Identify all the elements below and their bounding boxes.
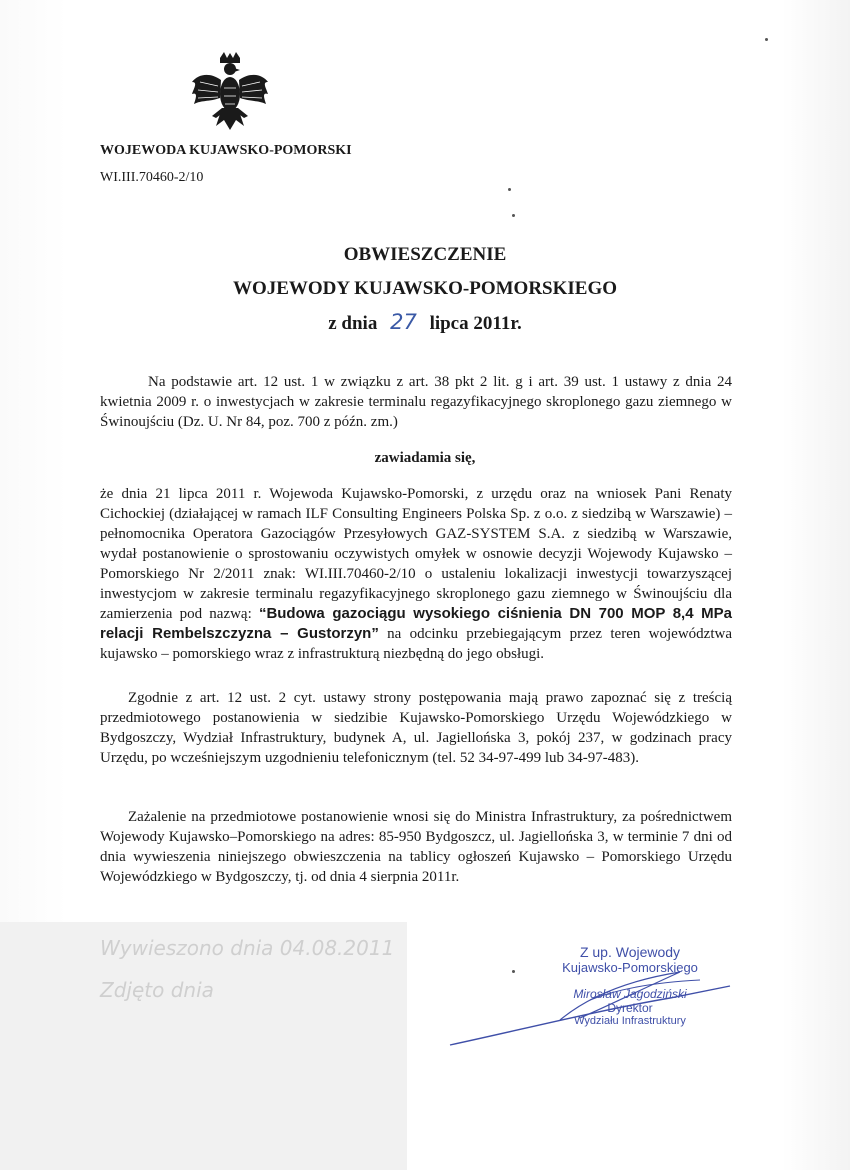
decision-text-end: na odcinku przebiegającym przez teren województwa kujawsko – pomorskiego wraz z infrastrukturą niezbędną do jego obsługi. bbox=[100, 626, 732, 662]
faded-posting-stamp bbox=[100, 936, 394, 1020]
notice-heading: zawiadamia się, bbox=[374, 450, 476, 466]
date-suffix: lipca 2011r. bbox=[429, 313, 522, 334]
project-name: “Budowa gazociągu wysokiego ciśnienia DN 700 MOP 8,4 MPa relacji Rembelszczyzna – Gustorzyn” bbox=[100, 605, 732, 642]
reference-number: WI.III.70460-2/10 bbox=[100, 170, 204, 185]
document-subtitle: WOJEWODY KUJAWSKO-POMORSKIEGO bbox=[232, 278, 618, 299]
decision-text: że dnia 21 lipca 2011 r. Wojewoda Kujawsko-Pomorski, z urzędu oraz na wniosek Pani Renaty Cichockiej (działającej w ramach ILF Consulting Engineers Polska Sp. z o.o. z siedzibą w Warszawie) – pełnomocnika Operatora Gazociągów Przesyłowych GAZ-SYSTEM S.A. z siedzibą w Warszawie, wydał postanowienie o sprostowaniu oczywistych omyłek w osnowie decyzji Wojewody Kujawsko – Pomorskiego Nr 2/2011 znak: WI.III.70460-2/10 o ustaleniu lokalizacji inwestycji towarzyszącej inwestycjom w zakresie terminalu regazyfikacyjnego skroplonego gazu ziemnego w Świnoujściu dla zamierzenia pod nazwą: bbox=[100, 486, 732, 622]
paper-speck bbox=[512, 970, 515, 973]
document-date bbox=[0, 310, 850, 335]
eagle-emblem-icon bbox=[190, 52, 270, 142]
paper-speck bbox=[512, 214, 515, 217]
issuing-authority: WOJEWODA KUJAWSKO-POMORSKI bbox=[100, 143, 352, 158]
stamp-line-authorization: Z up. Wojewody bbox=[579, 944, 681, 960]
date-prefix: z dnia bbox=[328, 313, 378, 334]
official-stamp bbox=[545, 944, 715, 1027]
removed-date-line: Zdjęto dnia bbox=[100, 978, 214, 1002]
decision-paragraph bbox=[100, 484, 732, 664]
stamp-line-office: Kujawsko-Pomorskiego bbox=[562, 960, 698, 975]
paper-speck bbox=[765, 38, 768, 41]
signatory-name: Mirosław Jagodziński bbox=[573, 987, 687, 1001]
signatory-department: Wydziału Infrastruktury bbox=[574, 1015, 686, 1027]
legal-basis-paragraph: Na podstawie art. 12 ust. 1 w związku z art. 38 pkt 2 lit. g i art. 39 ust. 1 ustawy z dnia 24 kwietnia 2009 r. o inwestycjach w zakresie terminalu regazyfikacyjnego skroplonego gazu ziemnego w Świnoujściu (Dz. U. Nr 84, poz. 700 z późn. zm.) bbox=[100, 374, 732, 430]
posted-date-line: Wywieszono dnia 04.08.2011 bbox=[100, 936, 395, 960]
date-day-handwritten: 27 bbox=[390, 310, 417, 334]
appeal-paragraph: Zażalenie na przedmiotowe postanowienie wnosi się do Ministra Infrastruktury, za pośrednictwem Wojewody Kujawsko–Pomorskiego na adres: 85-950 Bydgoszcz, ul. Jagiellońska 3, w terminie 7 dni od dnia wywieszenia niniejszego obwieszczenia na tablicy ogłoszeń Kujawsko – Pomorskiego Urzędu Wojewódzkiego w Bydgoszczy, tj. od dnia 4 sierpnia 2011r. bbox=[100, 809, 732, 885]
paper-speck bbox=[508, 188, 511, 191]
document-title: OBWIESZCZENIE bbox=[343, 244, 507, 265]
access-paragraph: Zgodnie z art. 12 ust. 2 cyt. ustawy strony postępowania mają prawo zapoznać się z treścią przedmiotowego postanowienia w siedzibie Kujawsko-Pomorskiego Urzędu Wojewódzkiego w Bydgoszczy, Wydział Infrastruktury, budynek A, ul. Jagiellońska 3, pokój 237, w godzinach pracy Urzędu, po wcześniejszym uzgodnieniu telefonicznym (tel. 52 34-97-499 lub 34-97-483). bbox=[100, 690, 732, 766]
signatory-role: Dyrektor bbox=[607, 1001, 653, 1015]
